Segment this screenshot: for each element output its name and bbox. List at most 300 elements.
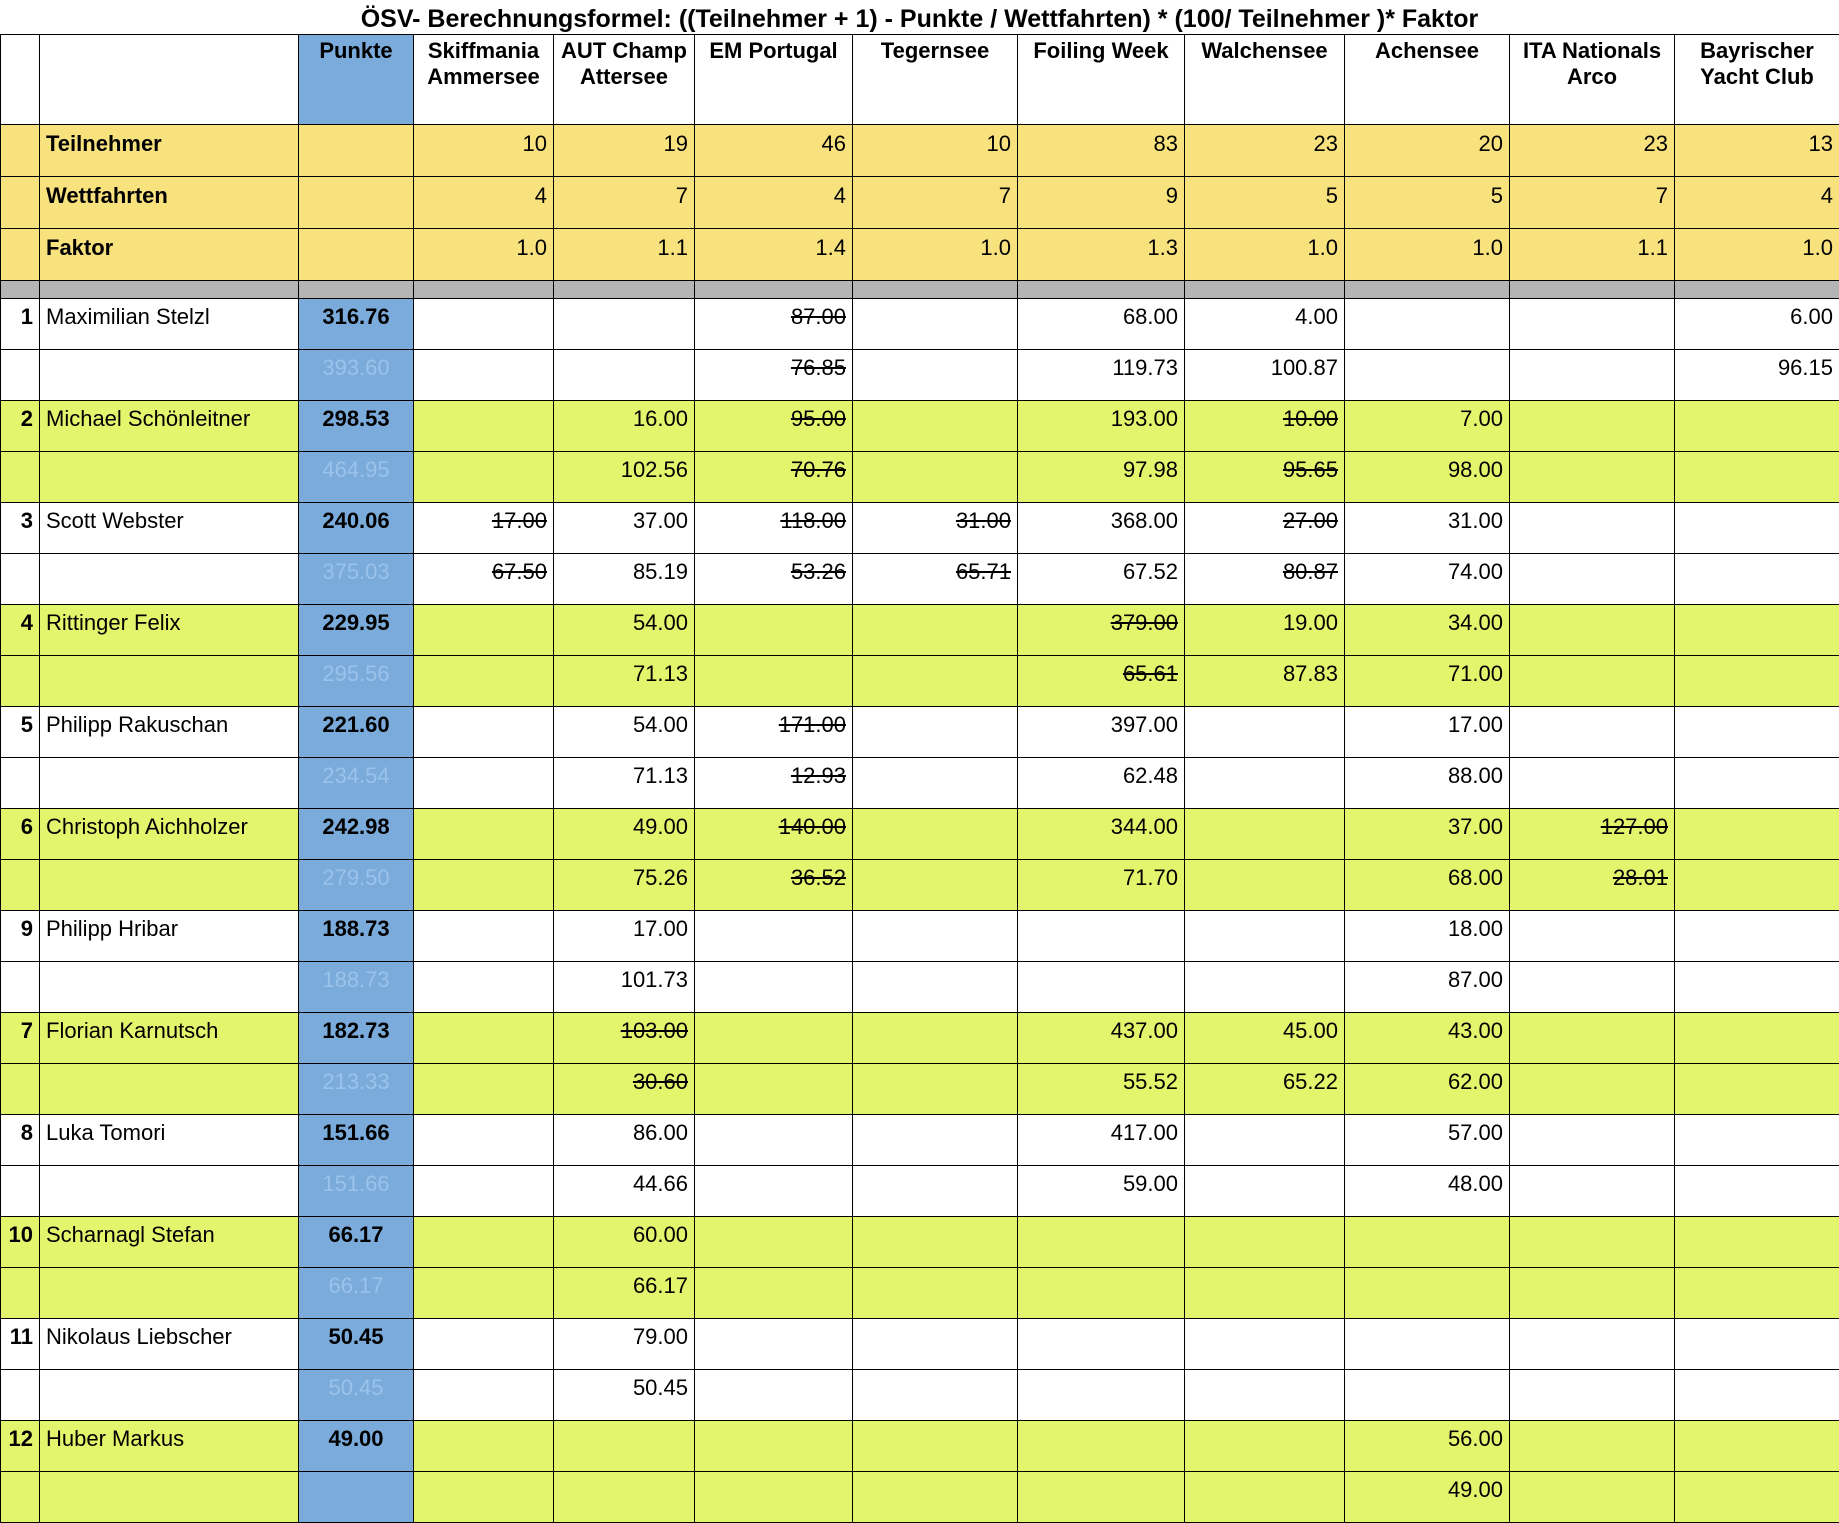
score-cell — [1018, 1472, 1185, 1523]
placing-cell — [1675, 809, 1839, 860]
placing-cell — [1345, 1319, 1510, 1370]
discarded-score: 27.00 — [1283, 508, 1338, 533]
score-cell — [554, 350, 695, 401]
table-body — [1, 125, 1839, 1523]
score-cell — [414, 860, 554, 911]
discarded-score: 70.76 — [791, 457, 846, 482]
info-value: 1.0 — [414, 229, 554, 281]
placing-cell — [695, 401, 853, 452]
rank-cell: 2 — [1, 401, 40, 452]
placing-cell: 437.00 — [1018, 1013, 1185, 1064]
total-cell: 188.73 — [299, 962, 414, 1013]
placing-cell — [1510, 605, 1675, 656]
table-row-scores — [1, 1268, 1839, 1319]
info-value: 1.4 — [695, 229, 853, 281]
info-value: 20 — [1345, 125, 1510, 177]
sailor-name: Michael Schönleitner — [40, 401, 299, 452]
score-cell — [414, 1370, 554, 1421]
rank-cell: 3 — [1, 503, 40, 554]
placing-cell — [1185, 1319, 1345, 1370]
score-cell — [853, 860, 1018, 911]
total-cell: 66.17 — [299, 1268, 414, 1319]
punkte-cell: 188.73 — [299, 911, 414, 962]
info-value: 7 — [1510, 177, 1675, 229]
separator-cell — [299, 281, 414, 299]
placing-cell — [1185, 1217, 1345, 1268]
sailor-name: Luka Tomori — [40, 1115, 299, 1166]
placing-cell — [1185, 401, 1345, 452]
score-cell — [1185, 1166, 1345, 1217]
placing-cell: 18.00 — [1345, 911, 1510, 962]
score-cell: 88.00 — [1345, 758, 1510, 809]
score-cell — [695, 554, 853, 605]
sailor-name: Florian Karnutsch — [40, 1013, 299, 1064]
placing-cell: 16.00 — [554, 401, 695, 452]
score-cell: 71.70 — [1018, 860, 1185, 911]
discarded-score: 171.00 — [779, 712, 846, 737]
score-cell — [695, 1268, 853, 1319]
placing-cell: 417.00 — [1018, 1115, 1185, 1166]
placing-cell: 86.00 — [554, 1115, 695, 1166]
placing-cell — [853, 707, 1018, 758]
rank-cell: 9 — [1, 911, 40, 962]
table-row-scores — [1, 554, 1839, 605]
score-cell — [695, 1370, 853, 1421]
score-cell — [1345, 1370, 1510, 1421]
placing-cell — [695, 1115, 853, 1166]
score-cell — [1510, 656, 1675, 707]
total-cell: 234.54 — [299, 758, 414, 809]
placing-cell — [1185, 911, 1345, 962]
placing-cell — [695, 299, 853, 350]
score-cell: 65.22 — [1185, 1064, 1345, 1115]
score-cell: 100.87 — [1185, 350, 1345, 401]
discarded-score: 95.00 — [791, 406, 846, 431]
score-cell — [1510, 962, 1675, 1013]
punkte-cell: 182.73 — [299, 1013, 414, 1064]
placing-cell — [1510, 707, 1675, 758]
rank-cell-empty — [1, 1064, 40, 1115]
score-cell — [1510, 1064, 1675, 1115]
info-value: 23 — [1185, 125, 1345, 177]
score-cell: 44.66 — [554, 1166, 695, 1217]
info-punkte-cell — [299, 229, 414, 281]
score-cell — [853, 758, 1018, 809]
separator-cell — [40, 281, 299, 299]
table-row — [1, 401, 1839, 452]
score-cell: 87.00 — [1345, 962, 1510, 1013]
placing-cell — [1510, 1013, 1675, 1064]
punkte-cell: 50.45 — [299, 1319, 414, 1370]
total-cell: 279.50 — [299, 860, 414, 911]
rank-cell-empty — [1, 962, 40, 1013]
placing-cell — [1510, 809, 1675, 860]
table-row — [1, 1217, 1839, 1268]
total-cell: 393.60 — [299, 350, 414, 401]
placing-cell — [695, 1319, 853, 1370]
score-cell — [414, 1166, 554, 1217]
placing-cell — [695, 707, 853, 758]
name-cell-empty — [40, 1166, 299, 1217]
total-cell: 50.45 — [299, 1370, 414, 1421]
score-cell: 71.13 — [554, 656, 695, 707]
score-cell: 62.00 — [1345, 1064, 1510, 1115]
score-cell — [1185, 1370, 1345, 1421]
column-header: Bayrischer Yacht Club — [1675, 35, 1839, 125]
placing-cell: 54.00 — [554, 605, 695, 656]
score-cell — [1510, 1268, 1675, 1319]
column-header: AUT Champ Attersee — [554, 35, 695, 125]
score-cell — [1185, 554, 1345, 605]
placing-cell: 17.00 — [1345, 707, 1510, 758]
score-cell — [1675, 758, 1839, 809]
discarded-score: 379.00 — [1111, 610, 1178, 635]
info-value: 1.0 — [1345, 229, 1510, 281]
rank-cell-empty — [1, 1268, 40, 1319]
name-cell-empty — [40, 554, 299, 605]
discarded-score: 95.65 — [1283, 457, 1338, 482]
score-cell — [1510, 1370, 1675, 1421]
placing-cell — [1018, 605, 1185, 656]
column-header — [1, 35, 40, 125]
info-value: 1.3 — [1018, 229, 1185, 281]
info-value: 1.0 — [1675, 229, 1839, 281]
placing-cell — [1510, 1421, 1675, 1472]
column-header: Tegernsee — [853, 35, 1018, 125]
info-value: 4 — [1675, 177, 1839, 229]
score-cell — [414, 452, 554, 503]
score-cell — [1675, 452, 1839, 503]
placing-cell — [1675, 1013, 1839, 1064]
info-value: 5 — [1185, 177, 1345, 229]
placing-cell: 43.00 — [1345, 1013, 1510, 1064]
rank-cell: 4 — [1, 605, 40, 656]
table-row-scores — [1, 1370, 1839, 1421]
info-value: 4 — [414, 177, 554, 229]
placing-cell — [414, 299, 554, 350]
table-row — [1, 1115, 1839, 1166]
placing-cell: 19.00 — [1185, 605, 1345, 656]
placing-cell — [853, 1421, 1018, 1472]
placing-cell: 7.00 — [1345, 401, 1510, 452]
score-cell — [1345, 350, 1510, 401]
placing-cell — [853, 809, 1018, 860]
separator-row — [1, 281, 1839, 299]
info-value: 7 — [554, 177, 695, 229]
sailor-name: Scott Webster — [40, 503, 299, 554]
info-row — [1, 125, 1839, 177]
discarded-score: 28.01 — [1613, 865, 1668, 890]
column-header: Walchensee — [1185, 35, 1345, 125]
score-cell — [853, 1370, 1018, 1421]
separator-cell — [1, 281, 40, 299]
header-row — [1, 35, 1839, 125]
score-cell — [853, 452, 1018, 503]
column-header: Achensee — [1345, 35, 1510, 125]
score-cell — [1185, 1472, 1345, 1523]
separator-cell — [853, 281, 1018, 299]
score-cell: 59.00 — [1018, 1166, 1185, 1217]
name-cell-empty — [40, 1064, 299, 1115]
rank-cell: 5 — [1, 707, 40, 758]
score-cell — [554, 1472, 695, 1523]
info-value: 1.1 — [554, 229, 695, 281]
punkte-cell: 298.53 — [299, 401, 414, 452]
sailor-name: Philipp Hribar — [40, 911, 299, 962]
score-cell — [1510, 758, 1675, 809]
name-cell-empty — [40, 758, 299, 809]
total-cell: 295.56 — [299, 656, 414, 707]
placing-cell — [853, 299, 1018, 350]
score-cell: 55.52 — [1018, 1064, 1185, 1115]
discarded-score: 12.93 — [791, 763, 846, 788]
sailor-name: Maximilian Stelzl — [40, 299, 299, 350]
rank-cell-empty — [1, 452, 40, 503]
rank-cell: 10 — [1, 1217, 40, 1268]
score-cell: 68.00 — [1345, 860, 1510, 911]
score-cell — [853, 962, 1018, 1013]
score-cell: 66.17 — [554, 1268, 695, 1319]
score-cell — [853, 1268, 1018, 1319]
score-cell: 74.00 — [1345, 554, 1510, 605]
total-cell: 375.03 — [299, 554, 414, 605]
score-cell — [1675, 1166, 1839, 1217]
punkte-cell: 151.66 — [299, 1115, 414, 1166]
placing-cell — [1675, 1421, 1839, 1472]
score-cell: 50.45 — [554, 1370, 695, 1421]
placing-cell — [1185, 1421, 1345, 1472]
placing-cell — [1510, 503, 1675, 554]
score-cell — [1675, 1064, 1839, 1115]
column-header: EM Portugal — [695, 35, 853, 125]
placing-cell — [414, 1217, 554, 1268]
score-cell: 85.19 — [554, 554, 695, 605]
score-cell — [695, 962, 853, 1013]
rank-cell-empty — [1, 554, 40, 605]
score-cell — [414, 554, 554, 605]
info-punkte-cell — [299, 125, 414, 177]
placing-cell — [695, 605, 853, 656]
score-cell — [1675, 860, 1839, 911]
punkte-cell: 242.98 — [299, 809, 414, 860]
placing-cell — [414, 1115, 554, 1166]
placing-cell — [695, 911, 853, 962]
info-spacer — [1, 229, 40, 281]
placing-cell — [414, 911, 554, 962]
placing-cell — [1345, 299, 1510, 350]
score-cell — [554, 1064, 695, 1115]
score-cell — [695, 350, 853, 401]
placing-cell: 45.00 — [1185, 1013, 1345, 1064]
info-value: 1.0 — [853, 229, 1018, 281]
column-header: ITA Nationals Arco — [1510, 35, 1675, 125]
placing-cell — [695, 503, 853, 554]
placing-cell — [1185, 809, 1345, 860]
table-row — [1, 1013, 1839, 1064]
table-row-scores — [1, 1472, 1839, 1523]
score-cell — [1675, 1370, 1839, 1421]
score-cell — [1185, 962, 1345, 1013]
sailor-name: Rittinger Felix — [40, 605, 299, 656]
placing-cell — [853, 1013, 1018, 1064]
separator-cell — [1675, 281, 1839, 299]
score-cell — [1510, 554, 1675, 605]
sailor-name: Scharnagl Stefan — [40, 1217, 299, 1268]
rank-cell-empty — [1, 1166, 40, 1217]
score-cell — [853, 1064, 1018, 1115]
table-row-scores — [1, 452, 1839, 503]
separator-cell — [1185, 281, 1345, 299]
info-value: 1.1 — [1510, 229, 1675, 281]
score-cell — [1185, 860, 1345, 911]
placing-cell: 60.00 — [554, 1217, 695, 1268]
table-row — [1, 809, 1839, 860]
table-row-scores — [1, 1166, 1839, 1217]
rank-cell: 12 — [1, 1421, 40, 1472]
info-spacer — [1, 177, 40, 229]
placing-cell: 397.00 — [1018, 707, 1185, 758]
placing-cell — [1510, 1217, 1675, 1268]
score-cell — [695, 1064, 853, 1115]
separator-cell — [414, 281, 554, 299]
info-value: 9 — [1018, 177, 1185, 229]
rank-cell: 8 — [1, 1115, 40, 1166]
rank-cell-empty — [1, 860, 40, 911]
name-cell-empty — [40, 860, 299, 911]
info-value: 23 — [1510, 125, 1675, 177]
score-cell: 71.13 — [554, 758, 695, 809]
score-cell — [695, 656, 853, 707]
score-cell — [414, 962, 554, 1013]
info-label: Faktor — [40, 229, 299, 281]
placing-cell — [414, 605, 554, 656]
info-value: 4 — [695, 177, 853, 229]
score-cell: 71.00 — [1345, 656, 1510, 707]
info-row — [1, 229, 1839, 281]
placing-cell: 79.00 — [554, 1319, 695, 1370]
placing-cell — [1185, 707, 1345, 758]
separator-cell — [554, 281, 695, 299]
discarded-score: 67.50 — [492, 559, 547, 584]
placing-cell — [1510, 911, 1675, 962]
discarded-score: 53.26 — [791, 559, 846, 584]
rank-cell-empty — [1, 350, 40, 401]
score-cell: 98.00 — [1345, 452, 1510, 503]
placing-cell: 17.00 — [554, 911, 695, 962]
rank-cell: 1 — [1, 299, 40, 350]
info-value: 7 — [853, 177, 1018, 229]
sailor-name: Christoph Aichholzer — [40, 809, 299, 860]
score-cell: 75.26 — [554, 860, 695, 911]
placing-cell: 368.00 — [1018, 503, 1185, 554]
rank-cell: 6 — [1, 809, 40, 860]
score-cell — [1510, 860, 1675, 911]
score-cell: 97.98 — [1018, 452, 1185, 503]
table-row — [1, 503, 1839, 554]
info-value: 19 — [554, 125, 695, 177]
score-cell — [695, 1166, 853, 1217]
table-row — [1, 299, 1839, 350]
discarded-score: 36.52 — [791, 865, 846, 890]
punkte-cell: 229.95 — [299, 605, 414, 656]
placing-cell: 34.00 — [1345, 605, 1510, 656]
discarded-score: 103.00 — [621, 1018, 688, 1043]
score-cell — [853, 554, 1018, 605]
score-cell: 62.48 — [1018, 758, 1185, 809]
info-spacer — [1, 125, 40, 177]
name-cell-empty — [40, 452, 299, 503]
discarded-score: 65.71 — [956, 559, 1011, 584]
placing-cell — [853, 605, 1018, 656]
score-cell — [695, 1472, 853, 1523]
score-cell: 119.73 — [1018, 350, 1185, 401]
discarded-score: 31.00 — [956, 508, 1011, 533]
info-value: 10 — [853, 125, 1018, 177]
score-cell — [853, 1472, 1018, 1523]
score-cell — [1018, 1268, 1185, 1319]
placing-cell — [1675, 605, 1839, 656]
table-row — [1, 605, 1839, 656]
placing-cell — [414, 707, 554, 758]
placing-cell — [414, 401, 554, 452]
placing-cell — [695, 1421, 853, 1472]
score-cell — [1018, 656, 1185, 707]
name-cell-empty — [40, 1268, 299, 1319]
score-cell — [414, 1472, 554, 1523]
rank-cell-empty — [1, 758, 40, 809]
placing-cell — [695, 1013, 853, 1064]
discarded-score: 30.60 — [633, 1069, 688, 1094]
score-cell — [414, 758, 554, 809]
placing-cell — [1510, 1319, 1675, 1370]
placing-cell: 54.00 — [554, 707, 695, 758]
total-cell: 151.66 — [299, 1166, 414, 1217]
info-value: 10 — [414, 125, 554, 177]
placing-cell: 37.00 — [554, 503, 695, 554]
placing-cell — [853, 503, 1018, 554]
score-cell — [1185, 1268, 1345, 1319]
discarded-score: 80.87 — [1283, 559, 1338, 584]
table-row-scores — [1, 350, 1839, 401]
sailor-name: Nikolaus Liebscher — [40, 1319, 299, 1370]
placing-cell — [1675, 401, 1839, 452]
score-cell — [1675, 656, 1839, 707]
table-row — [1, 1421, 1839, 1472]
placing-cell — [414, 1013, 554, 1064]
score-cell — [1018, 962, 1185, 1013]
placing-cell — [853, 1319, 1018, 1370]
info-punkte-cell — [299, 177, 414, 229]
placing-cell: 37.00 — [1345, 809, 1510, 860]
score-cell — [1018, 1370, 1185, 1421]
rank-cell-empty — [1, 656, 40, 707]
rank-cell: 11 — [1, 1319, 40, 1370]
score-cell — [1675, 962, 1839, 1013]
name-cell-empty — [40, 1370, 299, 1421]
punkte-cell: 221.60 — [299, 707, 414, 758]
column-header — [40, 35, 299, 125]
separator-cell — [695, 281, 853, 299]
score-cell — [1185, 452, 1345, 503]
score-cell — [1675, 1472, 1839, 1523]
score-cell — [695, 452, 853, 503]
placing-cell — [1018, 1319, 1185, 1370]
placing-cell — [695, 809, 853, 860]
separator-cell — [1510, 281, 1675, 299]
name-cell-empty — [40, 656, 299, 707]
score-cell: 48.00 — [1345, 1166, 1510, 1217]
column-header: Skiffmania Ammersee — [414, 35, 554, 125]
